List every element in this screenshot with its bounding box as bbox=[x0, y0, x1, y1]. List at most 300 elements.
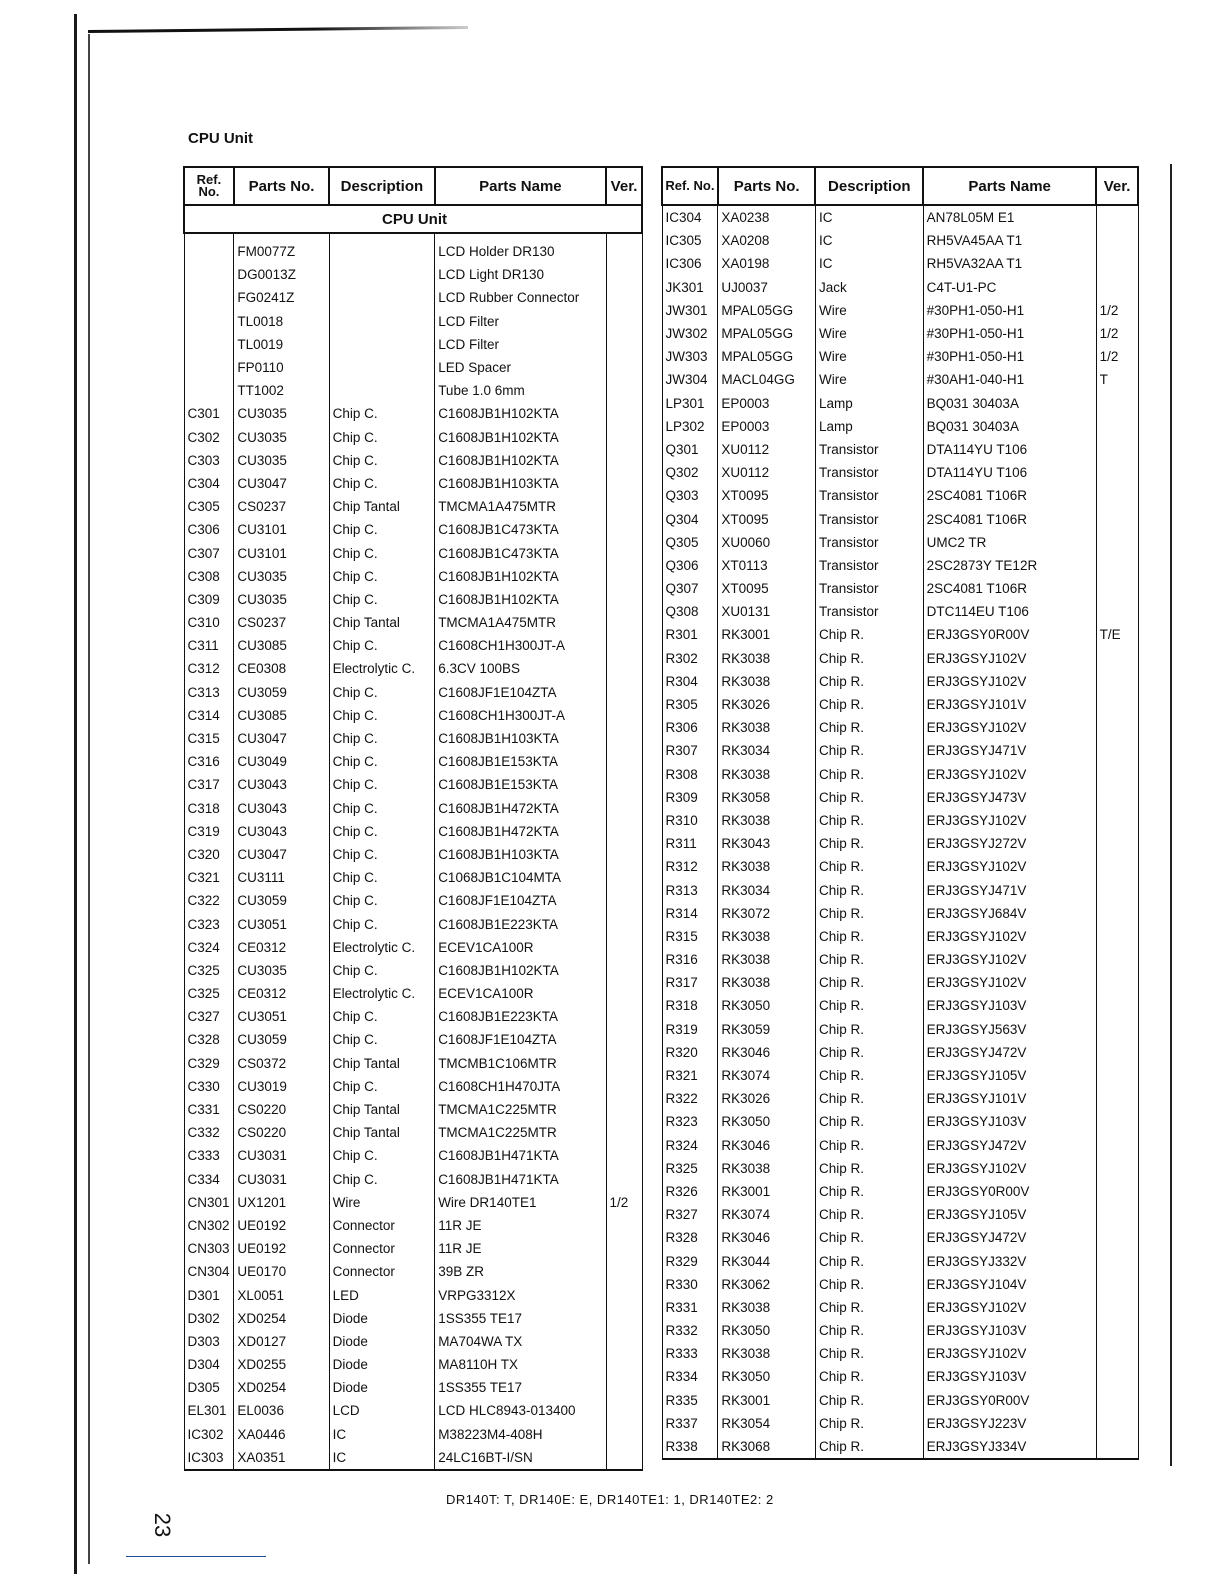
ref-no-cell bbox=[184, 356, 234, 379]
parts-name-cell: 2SC2873Y TE12R bbox=[923, 554, 1096, 577]
ver-cell bbox=[606, 1028, 642, 1051]
description-cell: Chip C. bbox=[329, 565, 435, 588]
description-cell bbox=[329, 379, 435, 402]
description-cell: Transistor bbox=[815, 438, 923, 461]
parts-no-cell: CS0220 bbox=[234, 1098, 329, 1121]
table-row bbox=[184, 1353, 642, 1376]
right-table-body bbox=[662, 205, 1138, 1459]
table-row bbox=[662, 392, 1138, 415]
parts-no-cell: RK3001 bbox=[718, 1180, 816, 1203]
parts-no-cell: MACL04GG bbox=[718, 368, 816, 391]
ver-cell bbox=[606, 449, 642, 472]
ref-no-cell: R308 bbox=[662, 763, 718, 786]
ver-cell bbox=[1096, 739, 1138, 762]
ver-cell bbox=[606, 820, 642, 843]
parts-name-cell: C1608JB1H103KTA bbox=[435, 727, 606, 750]
description-cell: Chip R. bbox=[815, 763, 923, 786]
parts-no-cell: CU3101 bbox=[234, 518, 329, 541]
parts-no-cell: RK3038 bbox=[718, 1342, 816, 1365]
table-row bbox=[662, 739, 1138, 762]
description-cell: Diode bbox=[329, 1330, 435, 1353]
ver-cell bbox=[1096, 1157, 1138, 1180]
table-row bbox=[662, 786, 1138, 809]
ver-cell bbox=[1096, 1389, 1138, 1412]
parts-no-cell: XA0208 bbox=[718, 229, 816, 252]
ref-no-cell: IC303 bbox=[184, 1446, 234, 1470]
ver-cell bbox=[1096, 507, 1138, 530]
table-row bbox=[184, 518, 642, 541]
description-cell: Chip R. bbox=[815, 1064, 923, 1087]
table-row bbox=[184, 1260, 642, 1283]
parts-no-cell: XT0113 bbox=[718, 554, 816, 577]
description-cell: Chip C. bbox=[329, 843, 435, 866]
ver-cell bbox=[1096, 554, 1138, 577]
parts-no-cell: XA0351 bbox=[234, 1446, 329, 1470]
ref-no-cell: D301 bbox=[184, 1283, 234, 1306]
parts-no-cell: RK3044 bbox=[718, 1249, 816, 1272]
description-cell: Chip C. bbox=[329, 588, 435, 611]
table-row bbox=[662, 1435, 1138, 1459]
description-cell: Chip R. bbox=[815, 1087, 923, 1110]
table-row bbox=[662, 507, 1138, 530]
parts-name-cell: DTA114YU T106 bbox=[923, 438, 1096, 461]
ver-cell bbox=[1096, 693, 1138, 716]
ver-cell bbox=[1096, 1226, 1138, 1249]
parts-no-cell: CU3019 bbox=[234, 1075, 329, 1098]
description-cell: Chip R. bbox=[815, 948, 923, 971]
table-row bbox=[662, 809, 1138, 832]
ref-no-cell: C317 bbox=[184, 773, 234, 796]
ref-no-cell: Q308 bbox=[662, 600, 718, 623]
ref-no-cell: C319 bbox=[184, 820, 234, 843]
ref-no-cell: Q303 bbox=[662, 484, 718, 507]
ver-cell bbox=[606, 843, 642, 866]
parts-no-cell: XD0254 bbox=[234, 1376, 329, 1399]
ver-cell bbox=[606, 1237, 642, 1260]
description-cell bbox=[329, 263, 435, 286]
table-row bbox=[184, 1052, 642, 1075]
ver-cell bbox=[606, 1260, 642, 1283]
description-cell: Electrolytic C. bbox=[329, 657, 435, 680]
description-cell: Connector bbox=[329, 1237, 435, 1260]
parts-name-cell: ERJ3GSYJ103V bbox=[923, 1110, 1096, 1133]
table-row bbox=[184, 1005, 642, 1028]
parts-name-cell: 39B ZR bbox=[435, 1260, 606, 1283]
parts-no-cell: TL0018 bbox=[234, 310, 329, 333]
description-cell: Chip R. bbox=[815, 1319, 923, 1342]
scan-edge-left-inner bbox=[88, 34, 90, 1564]
description-cell: Chip R. bbox=[815, 1180, 923, 1203]
table-row bbox=[184, 1214, 642, 1237]
parts-no-cell: CU3047 bbox=[234, 727, 329, 750]
ver-cell bbox=[606, 263, 642, 286]
table-row bbox=[184, 426, 642, 449]
table-row bbox=[662, 554, 1138, 577]
table-row bbox=[662, 832, 1138, 855]
ref-no-cell: R314 bbox=[662, 902, 718, 925]
description-cell: IC bbox=[815, 205, 923, 229]
parts-name-cell: ERJ3GSY0R00V bbox=[923, 1389, 1096, 1412]
table-row bbox=[662, 855, 1138, 878]
parts-name-cell: DTC114EU T106 bbox=[923, 600, 1096, 623]
parts-name-cell: LCD Holder DR130 bbox=[435, 233, 606, 263]
ref-no-cell: JW302 bbox=[662, 322, 718, 345]
table-row bbox=[662, 600, 1138, 623]
ver-cell bbox=[606, 472, 642, 495]
description-cell: Wire bbox=[815, 299, 923, 322]
parts-name-cell: C1608JB1C473KTA bbox=[435, 518, 606, 541]
ver-cell bbox=[1096, 902, 1138, 925]
ver-cell bbox=[606, 565, 642, 588]
ver-cell bbox=[606, 1144, 642, 1167]
description-cell: Transistor bbox=[815, 531, 923, 554]
parts-no-cell: CU3035 bbox=[234, 588, 329, 611]
description-cell: Transistor bbox=[815, 554, 923, 577]
parts-no-cell: UX1201 bbox=[234, 1191, 329, 1214]
parts-no-cell: RK3062 bbox=[718, 1273, 816, 1296]
parts-name-cell: ERJ3GSYJ272V bbox=[923, 832, 1096, 855]
table-row bbox=[662, 1180, 1138, 1203]
description-cell: Chip C. bbox=[329, 681, 435, 704]
ref-no-cell: R315 bbox=[662, 925, 718, 948]
table-row bbox=[184, 611, 642, 634]
parts-name-cell: ERJ3GSYJ473V bbox=[923, 786, 1096, 809]
ref-no-cell: R313 bbox=[662, 878, 718, 901]
parts-no-cell: CU3085 bbox=[234, 704, 329, 727]
ver-cell bbox=[1096, 1249, 1138, 1272]
ref-no-cell: C307 bbox=[184, 541, 234, 564]
ref-no-cell: C332 bbox=[184, 1121, 234, 1144]
table-row bbox=[184, 889, 642, 912]
ver-cell bbox=[606, 912, 642, 935]
description-cell: Chip R. bbox=[815, 1157, 923, 1180]
table-row bbox=[184, 1376, 642, 1399]
description-cell: Chip Tantal bbox=[329, 495, 435, 518]
parts-name-cell: LCD Filter bbox=[435, 310, 606, 333]
ref-no-cell: R309 bbox=[662, 786, 718, 809]
table-row bbox=[662, 415, 1138, 438]
table-row bbox=[184, 657, 642, 680]
parts-no-cell: DG0013Z bbox=[234, 263, 329, 286]
table-row bbox=[662, 693, 1138, 716]
ref-no-cell: C324 bbox=[184, 936, 234, 959]
description-cell: Chip C. bbox=[329, 704, 435, 727]
ver-cell bbox=[606, 681, 642, 704]
ver-cell bbox=[1096, 1435, 1138, 1459]
table-row bbox=[184, 541, 642, 564]
parts-name-cell: ERJ3GSY0R00V bbox=[923, 1180, 1096, 1203]
ref-no-cell: CN301 bbox=[184, 1191, 234, 1214]
parts-no-cell: RK3050 bbox=[718, 1365, 816, 1388]
ref-no-cell bbox=[184, 286, 234, 309]
col-ref-no: Ref. No. bbox=[662, 167, 718, 205]
parts-no-cell: MPAL05GG bbox=[718, 322, 816, 345]
col-ver: Ver. bbox=[606, 167, 642, 205]
parts-name-cell: 2SC4081 T106R bbox=[923, 507, 1096, 530]
table-row bbox=[662, 1296, 1138, 1319]
ver-cell bbox=[606, 333, 642, 356]
parts-no-cell: CS0237 bbox=[234, 611, 329, 634]
ref-no-cell: R318 bbox=[662, 994, 718, 1017]
ver-cell bbox=[1096, 716, 1138, 739]
description-cell: Chip R. bbox=[815, 670, 923, 693]
table-row bbox=[662, 1018, 1138, 1041]
ver-cell bbox=[1096, 878, 1138, 901]
ref-no-cell: C325 bbox=[184, 959, 234, 982]
parts-name-cell: ERJ3GSYJ103V bbox=[923, 1319, 1096, 1342]
parts-name-cell: ERJ3GSYJ104V bbox=[923, 1273, 1096, 1296]
parts-no-cell: RK3034 bbox=[718, 739, 816, 762]
table-row bbox=[184, 773, 642, 796]
table-row bbox=[662, 925, 1138, 948]
description-cell: Chip R. bbox=[815, 1435, 923, 1459]
parts-name-cell: ERJ3GSYJ102V bbox=[923, 1342, 1096, 1365]
ver-cell: 1/2 bbox=[1096, 299, 1138, 322]
parts-name-cell: C1608CH1H470JTA bbox=[435, 1075, 606, 1098]
parts-no-cell: RK3046 bbox=[718, 1134, 816, 1157]
ref-no-cell: C315 bbox=[184, 727, 234, 750]
ver-cell bbox=[1096, 415, 1138, 438]
parts-name-cell: 11R JE bbox=[435, 1214, 606, 1237]
description-cell: Chip C. bbox=[329, 518, 435, 541]
ref-no-cell: R320 bbox=[662, 1041, 718, 1064]
parts-no-cell: XA0446 bbox=[234, 1423, 329, 1446]
ver-cell bbox=[1096, 647, 1138, 670]
ref-no-cell bbox=[184, 310, 234, 333]
ver-cell bbox=[606, 773, 642, 796]
table-row bbox=[662, 1319, 1138, 1342]
description-cell: Chip R. bbox=[815, 1134, 923, 1157]
description-cell: Jack bbox=[815, 276, 923, 299]
parts-name-cell: ERJ3GSYJ223V bbox=[923, 1412, 1096, 1435]
description-cell: Wire bbox=[329, 1191, 435, 1214]
ref-no-cell: R327 bbox=[662, 1203, 718, 1226]
ver-cell bbox=[606, 1307, 642, 1330]
ver-cell bbox=[1096, 438, 1138, 461]
table-row bbox=[662, 1389, 1138, 1412]
parts-no-cell: CS0220 bbox=[234, 1121, 329, 1144]
ref-no-cell: JW301 bbox=[662, 299, 718, 322]
table-row bbox=[184, 1283, 642, 1306]
ver-cell bbox=[1096, 1319, 1138, 1342]
ref-no-cell: D305 bbox=[184, 1376, 234, 1399]
ver-cell bbox=[606, 286, 642, 309]
ref-no-cell: R338 bbox=[662, 1435, 718, 1459]
ver-cell bbox=[1096, 1018, 1138, 1041]
parts-name-cell: C1608JB1E223KTA bbox=[435, 912, 606, 935]
description-cell: Chip R. bbox=[815, 971, 923, 994]
parts-name-cell: ERJ3GSYJ102V bbox=[923, 925, 1096, 948]
description-cell: Transistor bbox=[815, 507, 923, 530]
parts-no-cell: XA0238 bbox=[718, 205, 816, 229]
ref-no-cell: C312 bbox=[184, 657, 234, 680]
col-ref-no: Ref. No. bbox=[184, 167, 234, 205]
parts-no-cell: FM0077Z bbox=[234, 233, 329, 263]
ref-no-cell: Q304 bbox=[662, 507, 718, 530]
parts-name-cell: ERJ3GSYJ103V bbox=[923, 994, 1096, 1017]
table-row bbox=[184, 286, 642, 309]
description-cell: Chip R. bbox=[815, 716, 923, 739]
parts-no-cell: CU3043 bbox=[234, 797, 329, 820]
description-cell: Lamp bbox=[815, 415, 923, 438]
parts-name-cell: ERJ3GSYJ102V bbox=[923, 716, 1096, 739]
parts-no-cell: CU3085 bbox=[234, 634, 329, 657]
ver-cell bbox=[1096, 1273, 1138, 1296]
parts-name-cell: C1608JB1H102KTA bbox=[435, 402, 606, 425]
table-row bbox=[662, 670, 1138, 693]
parts-name-cell: ERJ3GSYJ563V bbox=[923, 1018, 1096, 1041]
parts-name-cell: C4T-U1-PC bbox=[923, 276, 1096, 299]
description-cell: Chip C. bbox=[329, 634, 435, 657]
ref-no-cell: R332 bbox=[662, 1319, 718, 1342]
parts-name-cell: ECEV1CA100R bbox=[435, 982, 606, 1005]
table-row bbox=[184, 1330, 642, 1353]
table-row bbox=[184, 1446, 642, 1470]
description-cell: Chip R. bbox=[815, 1203, 923, 1226]
ver-cell bbox=[1096, 971, 1138, 994]
parts-name-cell: Wire DR140TE1 bbox=[435, 1191, 606, 1214]
left-table-body bbox=[184, 205, 642, 1470]
table-row bbox=[184, 310, 642, 333]
ref-no-cell bbox=[184, 379, 234, 402]
col-parts-name: Parts Name bbox=[923, 167, 1096, 205]
parts-name-cell: UMC2 TR bbox=[923, 531, 1096, 554]
parts-no-cell: XD0255 bbox=[234, 1353, 329, 1376]
parts-no-cell: CU3049 bbox=[234, 750, 329, 773]
description-cell bbox=[329, 310, 435, 333]
parts-name-cell: C1608JB1H102KTA bbox=[435, 449, 606, 472]
parts-name-cell: ECEV1CA100R bbox=[435, 936, 606, 959]
parts-no-cell: CE0308 bbox=[234, 657, 329, 680]
parts-no-cell: XL0051 bbox=[234, 1283, 329, 1306]
section-title: CPU Unit bbox=[188, 130, 253, 147]
ver-cell bbox=[606, 1005, 642, 1028]
parts-name-cell: RH5VA45AA T1 bbox=[923, 229, 1096, 252]
ref-no-cell: CN303 bbox=[184, 1237, 234, 1260]
table-row bbox=[184, 1144, 642, 1167]
parts-name-cell: C1608JB1E223KTA bbox=[435, 1005, 606, 1028]
ref-no-cell: R328 bbox=[662, 1226, 718, 1249]
parts-name-cell: LED Spacer bbox=[435, 356, 606, 379]
parts-no-cell: RK3074 bbox=[718, 1203, 816, 1226]
description-cell: Chip R. bbox=[815, 878, 923, 901]
table-row bbox=[184, 912, 642, 935]
parts-no-cell: CU3051 bbox=[234, 1005, 329, 1028]
description-cell: Chip R. bbox=[815, 925, 923, 948]
description-cell: Chip Tantal bbox=[329, 1052, 435, 1075]
description-cell: Chip R. bbox=[815, 1412, 923, 1435]
description-cell: Chip R. bbox=[815, 994, 923, 1017]
parts-name-cell: C1608JB1H103KTA bbox=[435, 843, 606, 866]
ver-cell bbox=[1096, 1342, 1138, 1365]
table-row bbox=[662, 948, 1138, 971]
parts-name-cell: VRPG3312X bbox=[435, 1283, 606, 1306]
ref-no-cell: C313 bbox=[184, 681, 234, 704]
description-cell: Chip C. bbox=[329, 750, 435, 773]
parts-no-cell: CU3035 bbox=[234, 449, 329, 472]
parts-name-cell: C1608JB1C473KTA bbox=[435, 541, 606, 564]
ver-cell bbox=[606, 518, 642, 541]
parts-name-cell: ERJ3GSYJ472V bbox=[923, 1041, 1096, 1064]
parts-name-cell: C1608JF1E104ZTA bbox=[435, 1028, 606, 1051]
parts-name-cell: LCD Light DR130 bbox=[435, 263, 606, 286]
parts-no-cell: RK3074 bbox=[718, 1064, 816, 1087]
table-row bbox=[184, 1307, 642, 1330]
page-number: 23 bbox=[150, 1512, 176, 1538]
parts-no-cell: UE0170 bbox=[234, 1260, 329, 1283]
ref-no-cell: C310 bbox=[184, 611, 234, 634]
table-row bbox=[184, 820, 642, 843]
ver-cell bbox=[606, 1168, 642, 1191]
ver-cell bbox=[1096, 1412, 1138, 1435]
description-cell bbox=[329, 233, 435, 263]
ref-no-cell: R324 bbox=[662, 1134, 718, 1157]
description-cell: Chip C. bbox=[329, 426, 435, 449]
parts-name-cell: LCD HLC8943-013400 bbox=[435, 1399, 606, 1422]
parts-name-cell: C1608CH1H300JT-A bbox=[435, 634, 606, 657]
ref-no-cell: R306 bbox=[662, 716, 718, 739]
description-cell: Chip Tantal bbox=[329, 1098, 435, 1121]
ver-cell bbox=[1096, 1041, 1138, 1064]
table-row bbox=[184, 495, 642, 518]
ver-cell bbox=[1096, 531, 1138, 554]
parts-name-cell: #30PH1-050-H1 bbox=[923, 322, 1096, 345]
ref-no-cell: LP302 bbox=[662, 415, 718, 438]
ref-no-cell: JK301 bbox=[662, 276, 718, 299]
ver-cell bbox=[1096, 1180, 1138, 1203]
parts-name-cell: Tube 1.0 6mm bbox=[435, 379, 606, 402]
parts-table-right bbox=[661, 166, 1139, 1460]
description-cell: Chip R. bbox=[815, 1249, 923, 1272]
parts-no-cell: RK3050 bbox=[718, 994, 816, 1017]
ref-no-cell: C306 bbox=[184, 518, 234, 541]
parts-name-cell: RH5VA32AA T1 bbox=[923, 252, 1096, 275]
ref-no-cell: IC305 bbox=[662, 229, 718, 252]
ver-cell bbox=[1096, 229, 1138, 252]
table-row bbox=[184, 1098, 642, 1121]
ref-no-cell: Q301 bbox=[662, 438, 718, 461]
parts-no-cell: RK3038 bbox=[718, 855, 816, 878]
table-row bbox=[184, 959, 642, 982]
description-cell: Chip R. bbox=[815, 1110, 923, 1133]
ref-no-cell: Q305 bbox=[662, 531, 718, 554]
parts-name-cell: C1608JB1H102KTA bbox=[435, 959, 606, 982]
ver-cell bbox=[606, 727, 642, 750]
parts-no-cell: CS0237 bbox=[234, 495, 329, 518]
ref-no-cell: R322 bbox=[662, 1087, 718, 1110]
description-cell: Chip R. bbox=[815, 855, 923, 878]
description-cell: Lamp bbox=[815, 392, 923, 415]
ref-no-cell: R316 bbox=[662, 948, 718, 971]
ver-cell bbox=[1096, 392, 1138, 415]
parts-no-cell: CU3047 bbox=[234, 472, 329, 495]
ref-no-cell: C320 bbox=[184, 843, 234, 866]
ver-cell bbox=[1096, 1203, 1138, 1226]
ver-cell bbox=[1096, 461, 1138, 484]
ref-no-cell: Q302 bbox=[662, 461, 718, 484]
description-cell: Wire bbox=[815, 368, 923, 391]
col-parts-name: Parts Name bbox=[435, 167, 606, 205]
ver-cell bbox=[606, 1446, 642, 1470]
description-cell: Chip C. bbox=[329, 402, 435, 425]
parts-name-cell: ERJ3GSYJ102V bbox=[923, 1296, 1096, 1319]
parts-no-cell: RK3038 bbox=[718, 716, 816, 739]
parts-no-cell: RK3038 bbox=[718, 670, 816, 693]
ver-cell bbox=[606, 634, 642, 657]
parts-name-cell: ERJ3GSYJ105V bbox=[923, 1203, 1096, 1226]
parts-name-cell: ERJ3GSYJ103V bbox=[923, 1365, 1096, 1388]
table-row bbox=[662, 345, 1138, 368]
